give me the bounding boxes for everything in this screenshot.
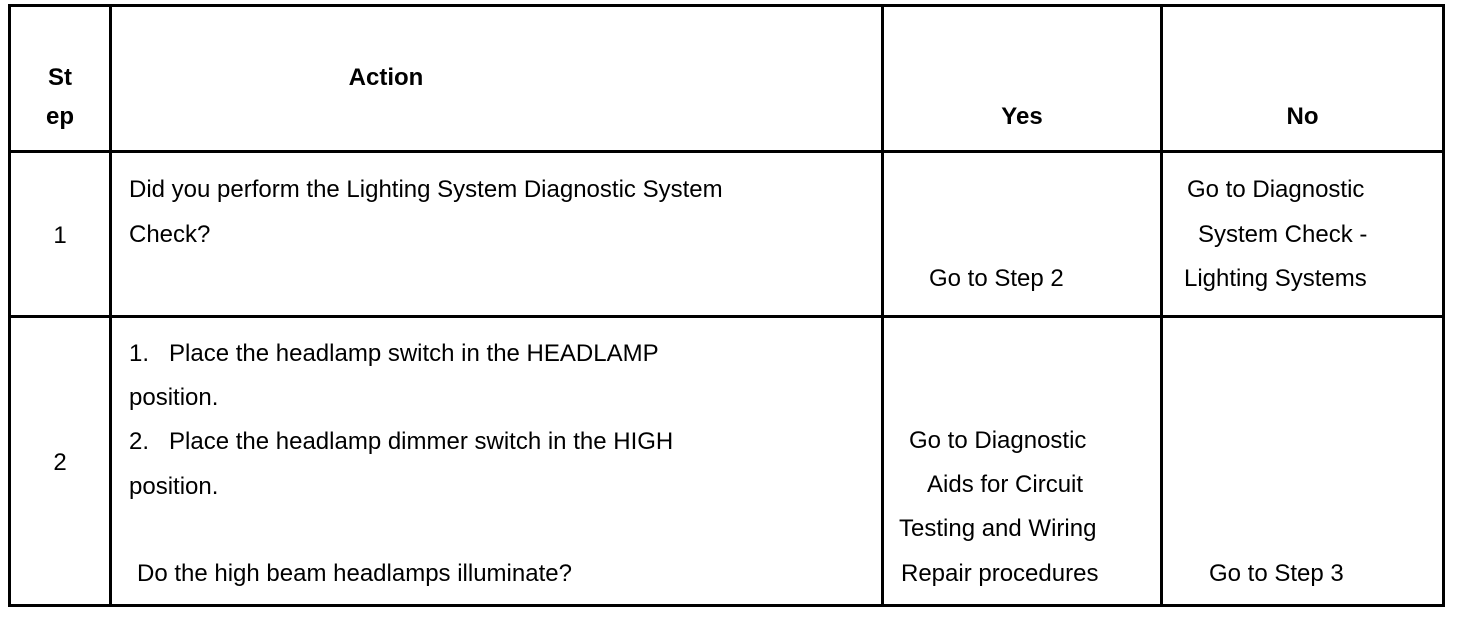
header-action: Action [348, 64, 424, 91]
row1-no-line2: System Check - [1198, 221, 1368, 248]
header-step-line1: St [48, 64, 72, 91]
header-yes: Yes [1001, 103, 1043, 130]
row1-action-line2: Check? [129, 221, 211, 248]
header-no: No [1286, 103, 1319, 130]
row2-action-line1: 1. Place the headlamp switch in the HEADLAMP [129, 340, 659, 367]
header-divider [8, 150, 1445, 153]
row2-step: 2 [53, 449, 67, 476]
row2-action-line2: position. [129, 384, 219, 411]
diagnostic-table [8, 4, 1446, 607]
header-step-line2: ep [45, 103, 74, 130]
row2-yes-line3: Testing and Wiring [899, 515, 1097, 542]
table-border-top [8, 4, 1445, 7]
row-divider [8, 315, 1445, 318]
row1-action-line1: Did you perform the Lighting System Diagnostic System [129, 176, 723, 203]
row2-yes-line4: Repair procedures [901, 560, 1099, 587]
row1-no-line3: Lighting Systems [1184, 265, 1367, 292]
row1-step: 1 [53, 222, 67, 249]
table-border-bottom [8, 604, 1445, 607]
row2-yes-line2: Aids for Circuit [927, 471, 1084, 498]
row1-yes: Go to Step 2 [929, 265, 1064, 292]
row2-yes-line1: Go to Diagnostic [909, 427, 1087, 454]
row2-action-line4: position. [129, 473, 219, 500]
row2-action-line3: 2. Place the headlamp dimmer switch in the HIGH [129, 428, 674, 455]
row2-no: Go to Step 3 [1209, 560, 1344, 587]
row1-no-line1: Go to Diagnostic [1187, 176, 1365, 203]
table-border-right [1442, 4, 1445, 607]
row2-action-question: Do the high beam headlamps illuminate? [137, 560, 572, 587]
